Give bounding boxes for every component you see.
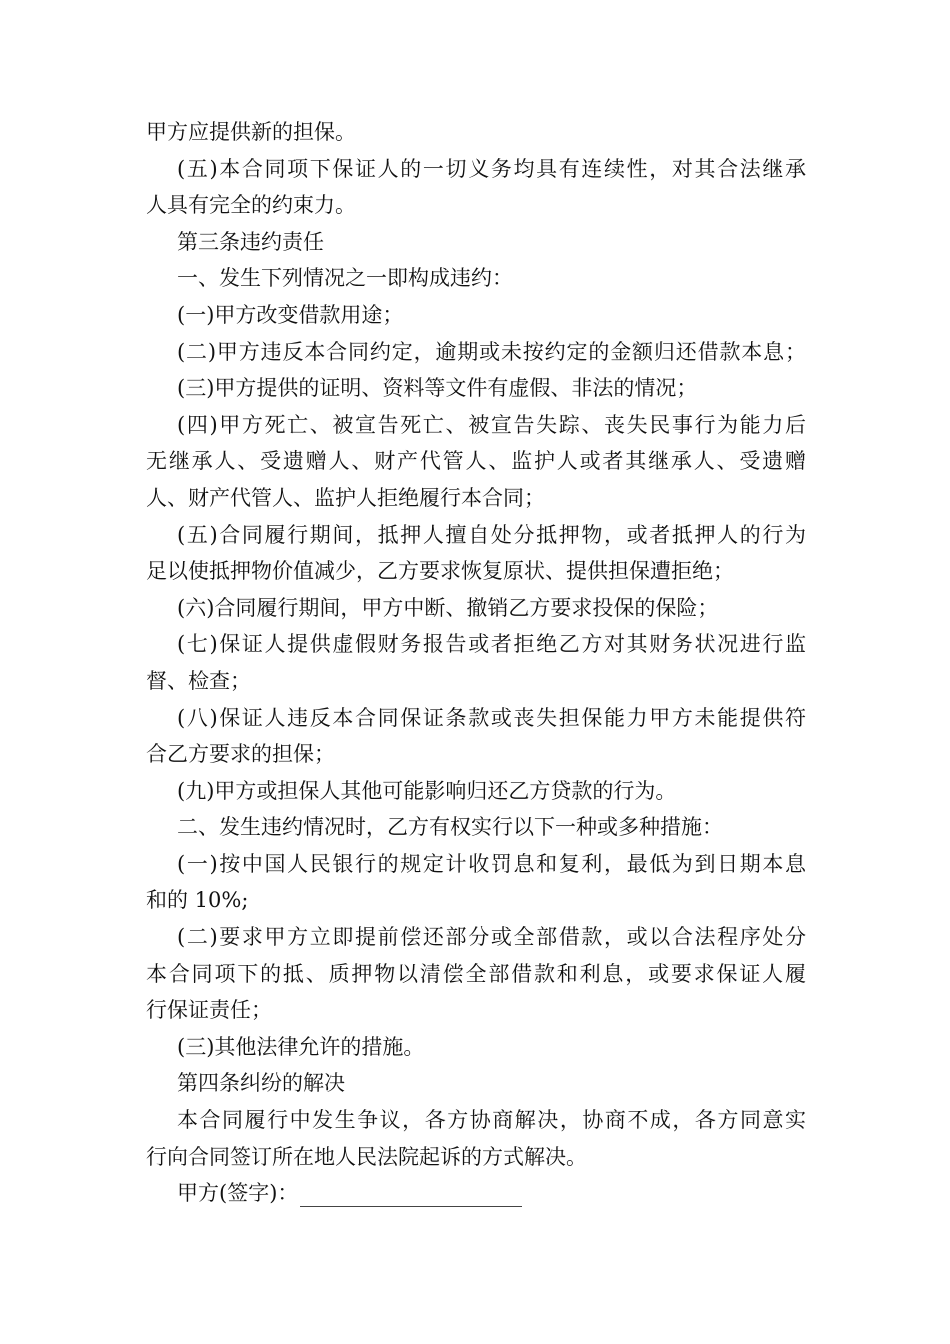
list-item-continuation: 本合同项下的抵、质押物以清偿全部借款和利息，或要求保证人履 — [146, 961, 806, 986]
list-item-continuation: 人、财产代管人、监护人拒绝履行本合同； — [146, 485, 545, 510]
list-item: (四)甲方死亡、被宣告死亡、被宣告失踪、丧失民事行为能力后 — [177, 412, 806, 437]
list-item: (九)甲方或担保人其他可能影响归还乙方贷款的行为。 — [177, 778, 677, 803]
paragraph-line: 一、发生下列情况之一即构成违约： — [177, 266, 513, 291]
list-item: (八)保证人违反本合同保证条款或丧失担保能力甲方未能提供符 — [177, 705, 806, 730]
list-item-continuation: 和的 10%; — [146, 888, 249, 913]
paragraph-line: 本合同履行中发生争议，各方协商解决，协商不成，各方同意实 — [177, 1108, 806, 1133]
list-item: (二)要求甲方立即提前偿还部分或全部借款，或以合法程序处分 — [177, 925, 806, 950]
paragraph-line: (五)本合同项下保证人的一切义务均具有连续性，对其合法继承 — [177, 156, 806, 181]
list-item: (七)保证人提供虚假财务报告或者拒绝乙方对其财务状况进行监 — [177, 632, 806, 657]
list-item-continuation: 合乙方要求的担保； — [146, 742, 335, 767]
signature-blank-line — [300, 1182, 522, 1207]
list-item: (一)按中国人民银行的规定计收罚息和复利，最低为到日期本息 — [177, 851, 806, 876]
list-item: (三)甲方提供的证明、资料等文件有虚假、非法的情况； — [177, 376, 698, 401]
paragraph-line: 甲方应提供新的担保。 — [146, 120, 356, 144]
section-heading: 第四条纠纷的解决 — [177, 1071, 345, 1096]
list-item: (五)合同履行期间，抵押人擅自处分抵押物，或者抵押人的行为 — [177, 522, 806, 547]
list-item-continuation: 行保证责任； — [146, 998, 272, 1023]
list-item-continuation: 足以使抵押物价值减少，乙方要求恢复原状、提供担保遭拒绝； — [146, 559, 734, 584]
list-item: (六)合同履行期间，甲方中断、撤销乙方要求投保的保险； — [177, 595, 719, 620]
signature-row — [146, 1175, 806, 1212]
paragraph-line: 人具有完全的约束力。 — [146, 193, 356, 218]
list-item-continuation: 督、检查； — [146, 668, 251, 693]
section-heading: 第三条违约责任 — [177, 229, 324, 254]
list-item: (二)甲方违反本合同约定，逾期或未按约定的金额归还借款本息； — [177, 339, 806, 364]
document-page — [146, 114, 806, 1212]
list-item: (一)甲方改变借款用途； — [177, 302, 404, 327]
paragraph-line: 行向合同签订所在地人民法院起诉的方式解决。 — [146, 1144, 587, 1169]
paragraph-line: 二、发生违约情况时，乙方有权实行以下一种或多种措施： — [177, 815, 723, 840]
signature-label: 甲方(签字)： — [177, 1181, 299, 1206]
list-item-continuation: 无继承人、受遗赠人、财产代管人、监护人或者其继承人、受遗赠 — [146, 449, 806, 474]
list-item: (三)其他法律允许的措施。 — [177, 1034, 425, 1059]
